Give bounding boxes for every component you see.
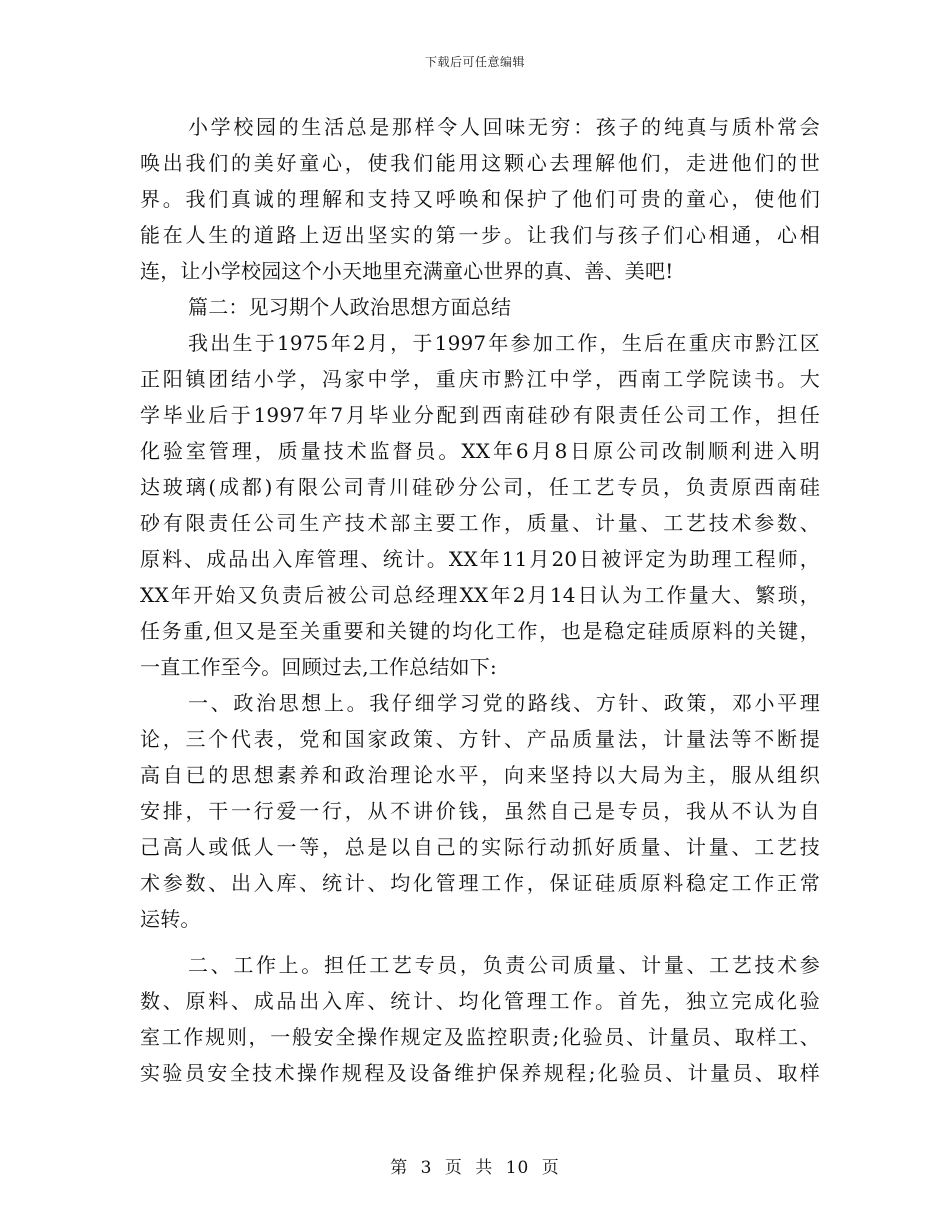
text-line: 小学校园的生活总是那样令人回味无穷：孩子的纯真与质朴常会 (188, 115, 820, 139)
text-line: 连，让小学校园这个小天地里充满童心世界的真、善、美吧! (140, 259, 674, 283)
paragraph-gap (140, 937, 820, 947)
page-number: 第 3 页 共 10 页 (390, 1158, 560, 1178)
text-line: 达玻璃(成都)有限公司青川硅砂分公司，任工艺专员，负责原西南硅 (140, 475, 820, 499)
paragraph-work (140, 947, 820, 1091)
text-line: 术参数、出入库、统计、均化管理工作，保证硅质原料稳定工作正常 (140, 871, 820, 895)
text-line: 数、原料、成品出入库、统计、均化管理工作。首先，独立完成化验 (140, 989, 820, 1013)
text-line: 实验员安全技术操作规程及设备维护保养规程;化验员、计量员、取样 (140, 1061, 820, 1085)
text-line: 论，三个代表，党和国家政策、方针、产品质量法，计量法等不断提 (140, 727, 820, 751)
text-line: 正阳镇团结小学，冯家中学，重庆市黔江中学，西南工学院读书。大 (140, 367, 820, 391)
text-line: 原料、成品出入库管理、统计。XX年11月20日被评定为助理工程师， (140, 547, 820, 571)
text-line: 任务重,但又是至关重要和关键的均化工作，也是稳定硅质原料的关键， (140, 619, 820, 643)
text-line: 一、政治思想上。我仔细学习党的路线、方针、政策，邓小平理 (188, 691, 820, 715)
text-line: 界。我们真诚的理解和支持又呼唤和保护了他们可贵的童心，使他们 (140, 187, 820, 211)
paragraph-political-thought (140, 685, 820, 937)
paragraph-biography (140, 325, 820, 685)
page-header-note: 下载后可任意编辑 (424, 55, 525, 69)
text-line: 运转。 (140, 907, 201, 931)
section-heading: 篇二：见习期个人政治思想方面总结 (188, 295, 512, 319)
paragraph-campus-life (140, 109, 820, 289)
text-line: 一直工作至今。回顾过去,工作总结如下: (140, 655, 497, 679)
text-line: 我出生于1975年2月，于1997年参加工作，生后在重庆市黔江区 (188, 331, 820, 355)
text-line: 唤出我们的美好童心，使我们能用这颗心去理解他们，走进他们的世 (140, 151, 820, 175)
text-line: 二、工作上。担任工艺专员，负责公司质量、计量、工艺技术参 (188, 953, 820, 977)
text-line: 安排，干一行爱一行，从不讲价钱，虽然自己是专员，我从不认为自 (140, 799, 820, 823)
text-line: 能在人生的道路上迈出坚实的第一步。让我们与孩子们心相通，心相 (140, 223, 820, 247)
text-line: 高自已的思想素养和政治理论水平，向来坚持以大局为主，服从组织 (140, 763, 820, 787)
text-line: 室工作规则，一般安全操作规定及监控职责;化验员、计量员、取样工、 (140, 1025, 820, 1049)
text-line: 己高人或低人一等，总是以自己的实际行动抓好质量、计量、工艺技 (140, 835, 820, 859)
document-body (140, 109, 820, 1091)
text-line: 砂有限责任公司生产技术部主要工作，质量、计量、工艺技术参数、 (140, 511, 820, 535)
text-line: XX年开始又负责后被公司总经理XX年2月14日认为工作量大、繁琐， (140, 583, 820, 607)
text-line: 学毕业后于1997年7月毕业分配到西南硅砂有限责任公司工作，担任 (140, 403, 820, 427)
text-line: 化验室管理，质量技术监督员。XX年6月8日原公司改制顺利进入明 (140, 439, 820, 463)
